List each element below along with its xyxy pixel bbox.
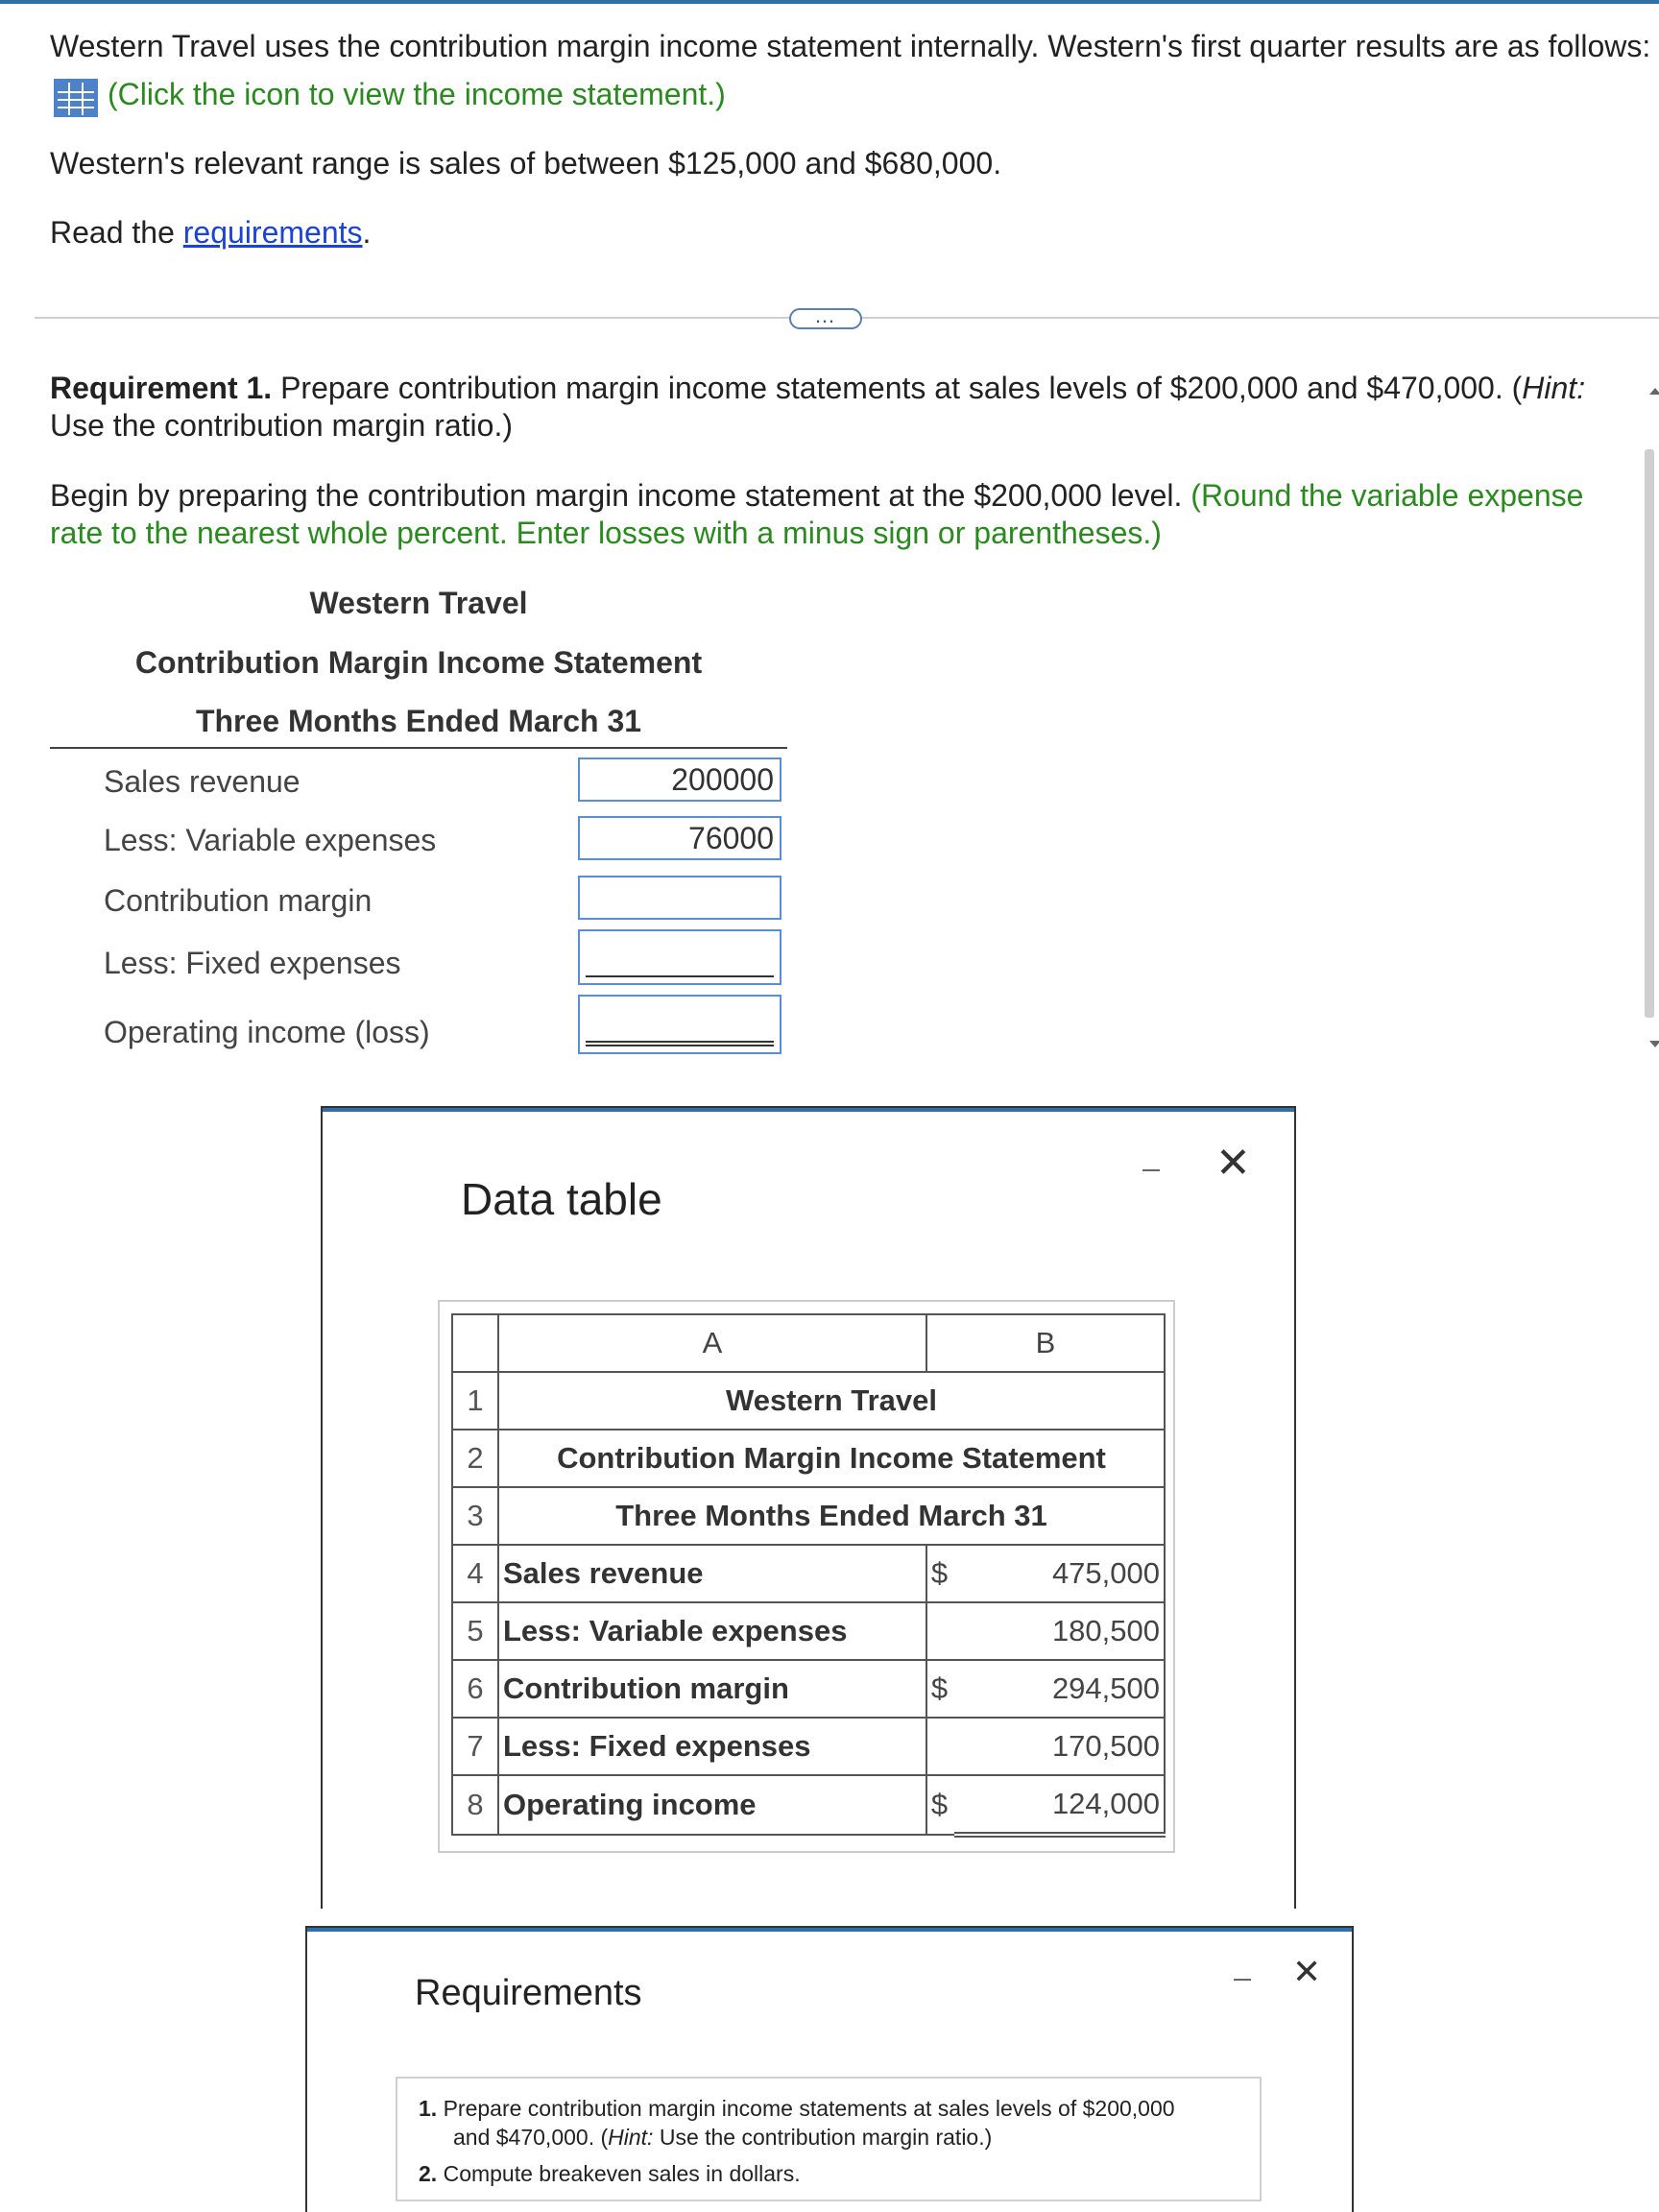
sheet-period: Three Months Ended March 31: [498, 1487, 1165, 1545]
statement-header-rule: [50, 747, 787, 749]
scroll-up-arrow-icon[interactable]: [1649, 388, 1659, 395]
fixed-expenses-input[interactable]: [578, 929, 781, 985]
close-icon[interactable]: ✕: [1215, 1140, 1251, 1187]
row-label-contribution-margin: Contribution margin: [104, 883, 373, 918]
column-header-b: B: [926, 1314, 1165, 1372]
sheet-label: Less: Fixed expenses: [498, 1718, 926, 1775]
requirement1-text: Prepare contribution margin income statements at sales levels of $200,000 and $470,000. (: [272, 371, 1523, 405]
scroll-down-arrow-icon[interactable]: [1649, 1041, 1659, 1047]
begin-text: Begin by preparing the contribution margin income statement at the $200,000 level.: [50, 478, 1183, 513]
row-number: 2: [452, 1430, 498, 1487]
row-number: 5: [452, 1602, 498, 1660]
column-header-a: A: [498, 1314, 926, 1372]
sheet-value: 475,000: [954, 1545, 1165, 1602]
row-number: 8: [452, 1775, 498, 1835]
requirements-list: [396, 2077, 1262, 2201]
sheet-label: Less: Variable expenses: [498, 1602, 926, 1660]
row-label-variable-expenses: Less: Variable expenses: [104, 823, 437, 857]
currency-symbol: $: [926, 1545, 954, 1602]
sheet-value: 180,500: [954, 1602, 1165, 1660]
row-label-fixed-expenses: Less: Fixed expenses: [104, 946, 401, 980]
sheet-label: Operating income: [498, 1775, 926, 1835]
sheet-company: Western Travel: [498, 1372, 1165, 1430]
requirement1-line1: [50, 369, 1585, 407]
begin-instruction-line2: rate to the nearest whole percent. Enter losses with a minus sign or parentheses.): [50, 516, 1162, 550]
row-number: 1: [452, 1372, 498, 1430]
currency-symbol: [926, 1718, 954, 1775]
currency-symbol: [926, 1602, 954, 1660]
row-number: 3: [452, 1487, 498, 1545]
requirements-link[interactable]: requirements: [182, 215, 363, 250]
currency-symbol: $: [926, 1775, 954, 1835]
data-table-title: Data table: [461, 1174, 662, 1224]
relevant-range-text: Western's relevant range is sales of between $125,000 and $680,000.: [50, 146, 1002, 180]
requirement-text: and $470,000. (: [453, 2125, 609, 2150]
statement-title: Contribution Margin Income Statement: [134, 645, 703, 680]
row-label-operating-income: Operating income (loss): [104, 1015, 430, 1049]
begin-instruction-line1: [50, 476, 1583, 515]
requirement-text: Use the contribution margin ratio.): [653, 2125, 993, 2150]
statement-company: Western Travel: [309, 586, 528, 620]
sheet-value: 170,500: [954, 1718, 1165, 1775]
operating-income-input[interactable]: [578, 995, 781, 1054]
requirement-item-1-cont: [453, 2123, 992, 2152]
requirement-text: Prepare contribution margin income statements at sales levels of $200,000: [443, 2096, 1175, 2121]
requirements-title: Requirements: [415, 1973, 642, 2013]
read-requirements-line: [50, 213, 371, 252]
hint-label: Hint:: [608, 2125, 654, 2150]
statement-period: Three Months Ended March 31: [195, 704, 642, 738]
currency-symbol: $: [926, 1660, 954, 1718]
contribution-margin-input[interactable]: [578, 876, 781, 920]
requirement-item-2: [419, 2159, 801, 2188]
minimize-icon[interactable]: [1234, 1979, 1251, 1981]
sales-revenue-input[interactable]: 200000: [578, 757, 781, 802]
data-table-sheet: [451, 1313, 1166, 1838]
requirement-number: 2.: [419, 2161, 438, 2186]
view-income-statement-link[interactable]: (Click the icon to view the income statement.): [108, 77, 726, 111]
scrollbar-thumb[interactable]: [1645, 449, 1654, 1018]
requirement1-label: Requirement 1.: [50, 371, 273, 405]
sheet-value: 124,000: [954, 1775, 1165, 1835]
sheet-label: Contribution margin: [498, 1660, 926, 1718]
intro-line: Western Travel uses the contribution margin income statement internally. Western's first quarter results are as follows:: [50, 29, 1651, 63]
rounding-note: (Round the variable expense: [1190, 478, 1584, 513]
requirement-text: Compute breakeven sales in dollars.: [443, 2161, 801, 2186]
sheet-label: Sales revenue: [498, 1545, 926, 1602]
minimize-icon[interactable]: [1142, 1169, 1160, 1171]
hint-label: Hint:: [1522, 371, 1586, 405]
table-grid-icon[interactable]: [54, 79, 98, 117]
sheet-value: 294,500: [954, 1660, 1165, 1718]
row-number: 4: [452, 1545, 498, 1602]
requirement1-line2: Use the contribution margin ratio.): [50, 408, 513, 443]
corner-cell: [452, 1314, 498, 1372]
row-label-sales-revenue: Sales revenue: [104, 764, 301, 799]
row-number: 7: [452, 1718, 498, 1775]
expand-more-button[interactable]: …: [789, 308, 862, 329]
row-number: 6: [452, 1660, 498, 1718]
read-suffix: .: [362, 215, 372, 250]
close-icon[interactable]: ✕: [1292, 1952, 1322, 1991]
variable-expenses-input[interactable]: 76000: [578, 816, 781, 860]
read-prefix: Read the: [50, 215, 183, 250]
sheet-title: Contribution Margin Income Statement: [498, 1430, 1165, 1487]
modal-accent-bar: [323, 1108, 1294, 1112]
requirement-item-1: [419, 2094, 1175, 2123]
requirement-number: 1.: [419, 2096, 438, 2121]
top-accent-bar: [0, 0, 1659, 4]
modal-accent-bar: [307, 1928, 1352, 1932]
